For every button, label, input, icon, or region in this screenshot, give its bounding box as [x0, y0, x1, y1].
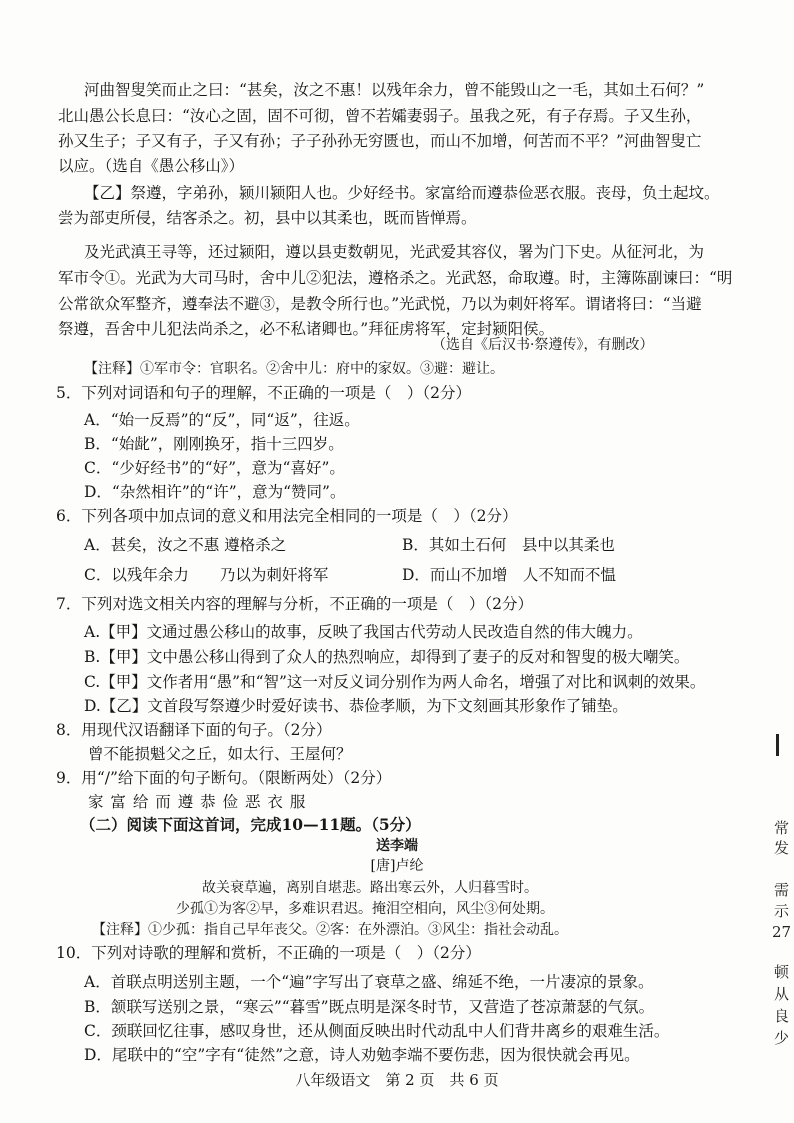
- poem-author: [唐]卢纶: [370, 858, 424, 874]
- passage-line: 军市令①。光武为大司马时，舍中儿②犯法，遵格杀之。光武怒，命取遵。时，主簿陈副谏曰：“明: [58, 269, 733, 287]
- question-stem: 5．下列对词语和句子的理解，不正确的一项是（ ）（2分）: [56, 384, 471, 402]
- option-b[interactable]: B．“始龀”，刚刚换牙，指十三四岁。: [84, 435, 344, 453]
- option-a[interactable]: A．首联点明送别主题，一个“遍”字写出了衰草之盛、绵延不绝，一片凄凉的景象。: [84, 973, 654, 991]
- option-c[interactable]: C．颈联回忆往事，感叹身世，还从侧面反映出时代动乱中人们背井离乡的艰难生活。: [84, 1022, 670, 1040]
- question-stem: 10．下列对诗歌的理解和赏析，不正确的一项是（ ）（2分）: [56, 944, 481, 962]
- option-c[interactable]: C．“少好经书”的“好”，意为“喜好”。: [84, 459, 345, 477]
- annotation-note: 【注释】①军市令：官职名。②舍中儿：府中的家奴。③避：避让。: [84, 361, 504, 377]
- option-a[interactable]: A．甚矣，汝之不惠 遵格杀之: [84, 536, 287, 554]
- section-heading: （二）阅读下面这首词，完成10—11题。（5分）: [80, 815, 421, 834]
- margin-char: 良: [774, 1007, 790, 1025]
- option-d[interactable]: D．“杂然相许”的“许”，意为“赞同”。: [84, 483, 346, 501]
- margin-char: 顿: [774, 963, 790, 981]
- option-b[interactable]: B．其如土石何 县中以其柔也: [402, 536, 615, 554]
- option-a[interactable]: A.【甲】文通过愚公移山的故事，反映了我国古代劳动人民改造自然的伟大魄力。: [84, 623, 643, 641]
- passage-line: 祭遵，吾舍中儿犯法尚杀之，必不私诸卿也。”拜征虏将军，定封颍阳侯。: [58, 320, 555, 338]
- passage-line: 及光武滇王寻等，还过颍阳，遵以县吏数朝见，光武爱其容仪，署为门下史。从征河北，为: [84, 243, 705, 261]
- margin-char: 需: [774, 881, 790, 899]
- translation-sentence: 曾不能损魁父之丘，如太行、王屋何？: [88, 745, 352, 763]
- page-footer: 八年级语文 第 2 页 共 6 页: [295, 1071, 499, 1089]
- question-stem: 7．下列对选文相关内容的理解与分析，不正确的一项是（ ）（2分）: [56, 595, 533, 613]
- poem-line: 少孤①为客②早，多难识君迟。掩泪空相向，风尘③何处期。: [176, 901, 554, 917]
- option-d[interactable]: D.【乙】文首段写祭遵少时爱好读书、恭俭孝顺，为下文刻画其形象作了铺垫。: [84, 697, 628, 715]
- option-b[interactable]: B．颔联写送别之景，“寒云”“暮雪”既点明是深冬时节，又营造了苍凉萧瑟的气氛。: [84, 998, 655, 1016]
- annotation-note: 【注释】①少孤：指自己早年丧父。②客：在外漂泊。③风尘：指社会动乱。: [92, 922, 568, 938]
- question-stem: 8．用现代汉语翻译下面的句子。（2分）: [56, 721, 332, 739]
- passage-line: 公常欲众军整齐，遵奉法不避③，是教令所行也。”光武悦，乃以为刺奸将军。谓诸将曰：“当避: [58, 295, 702, 313]
- option-a[interactable]: A．“始一反焉”的“反”，同“返”，往返。: [84, 411, 360, 429]
- poem-title: 送李端: [376, 838, 418, 854]
- question-stem: 9．用“/”给下面的句子断句。（限断两处）（2分）: [56, 769, 392, 787]
- margin-char: 27: [772, 923, 792, 941]
- passage-line: 河曲智叟笑而止之曰：“甚矣，汝之不惠！以残年余力，曾不能毁山之一毛，其如土石何？”: [84, 81, 705, 99]
- margin-char: 示: [774, 902, 790, 920]
- margin-bar: [776, 734, 779, 756]
- poem-line: 故关衰草遍，离别自堪悲。路出寒云外，人归暮雪时。: [202, 880, 538, 896]
- margin-char: 发: [774, 839, 790, 857]
- option-b[interactable]: B.【甲】文中愚公移山得到了众人的热烈响应，却得到了妻子的反对和智叟的极大嘲笑。: [84, 648, 690, 666]
- passage-line: 北山愚公长息曰：“汝心之固，固不可彻，曾不若孀妻弱子。虽我之死，有子存焉。子又生孙，: [58, 107, 702, 125]
- punctuation-sentence: 家 富 给 而 遵 恭 俭 恶 衣 服: [88, 793, 307, 811]
- margin-char: 少: [774, 1029, 790, 1047]
- passage-line: 【乙】祭遵，字弟孙，颍川颍阳人也。少好经书。家富给而遵恭俭恶衣服。丧母，负土起坟。: [84, 184, 720, 202]
- margin-char: 从: [774, 985, 790, 1003]
- passage-line: 以应。（选自《愚公移山》）: [58, 157, 245, 175]
- option-d[interactable]: D．尾联中的“空”字有“徒然”之意，诗人劝勉李端不要伤悲，因为很快就会再见。: [84, 1046, 640, 1064]
- question-stem: 6．下列各项中加点词的意义和用法完全相同的一项是（ ）（2分）: [56, 507, 518, 525]
- margin-char: 常: [774, 819, 790, 837]
- source-citation: （选自《后汉书·祭遵传》，有删改）: [432, 337, 654, 353]
- option-d[interactable]: D．而山不加增 人不知而不愠: [402, 566, 616, 584]
- option-c[interactable]: C.【甲】文作者用“愚”和“智”这一对反义词分别作为两人命名，增强了对比和讽刺的效果。: [84, 673, 706, 691]
- passage-line: 孙又生子；子又有子，子又有孙；子子孙孙无穷匮也，而山不加增，何苦而不平？”河曲智叟亡: [58, 132, 702, 150]
- option-c[interactable]: C．以残年余力 乃以为刺奸将军: [84, 566, 329, 584]
- passage-line: 尝为部吏所侵，结客杀之。初，县中以其柔也，既而皆惮焉。: [58, 209, 477, 227]
